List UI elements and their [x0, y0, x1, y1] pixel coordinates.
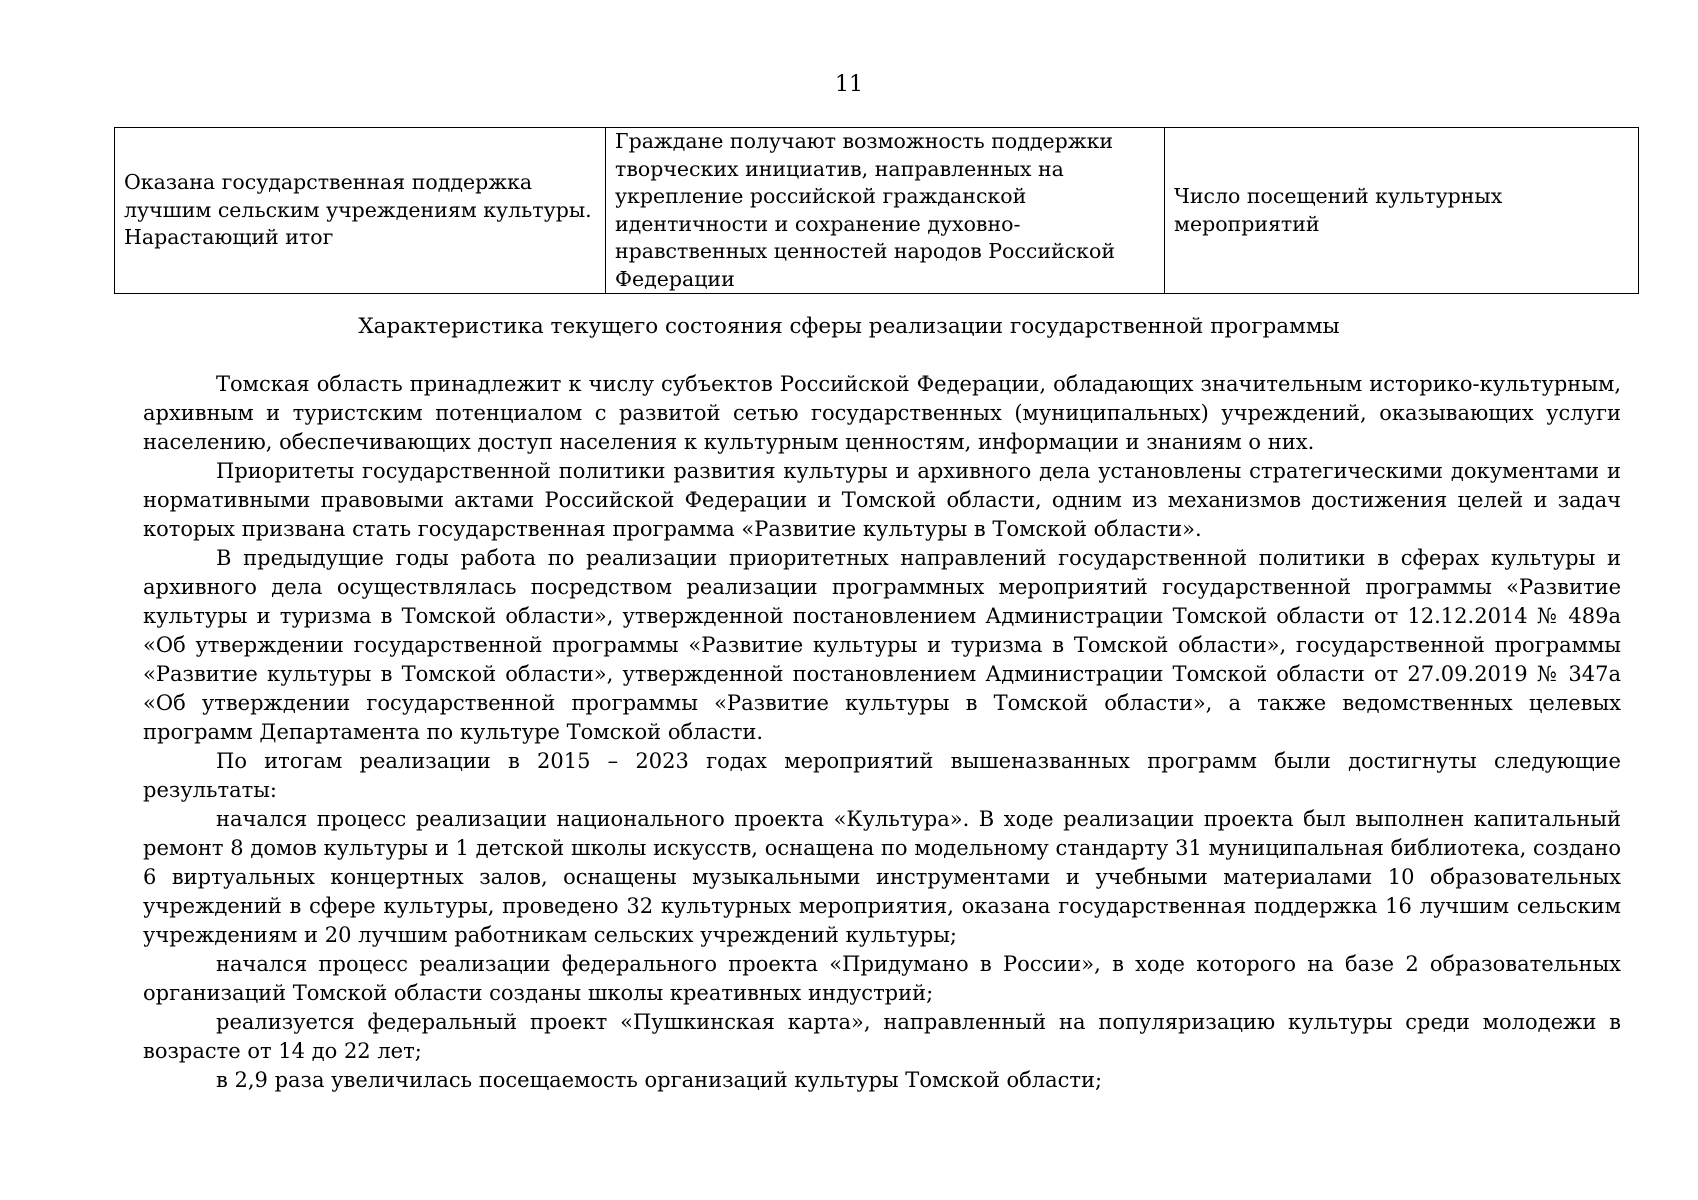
page-number: 11 — [835, 72, 863, 97]
table-cell-result: Оказана государственная поддержка лучшим сельским учреждениям культуры. Нарастающий итог — [115, 128, 606, 294]
section-heading: Характеристика текущего состояния сферы реализации государственной программы — [358, 314, 1340, 339]
paragraph: Томская область принадлежит к числу субъектов Российской Федерации, обладающих значительным историко-культурным, архивным и туристским потенциалом с развитой сетью государственных (муниципальных) учреждений, оказывающих услуги населению, обеспечивающих доступ населения к культурным ценностям, информации и знаниям о них. — [143, 372, 1621, 454]
table-row — [115, 128, 1639, 294]
paragraph: В предыдущие годы работа по реализации приоритетных направлений государственной политики в сферах культуры и архивного дела осуществлялась посредством реализации программных мероприятий государственной программы «Развитие культуры и туризма в Томской области», утвержденной постановлением Администрации Томской области от 12.12.2014 № 489а «Об утверждении государственной программы «Развитие культуры и туризма в Томской области», государственной программы «Развитие культуры в Томской области», утвержденной постановлением Администрации Томской области от 27.09.2019 № 347а «Об утверждении государственной программы «Развитие культуры в Томской области», а также ведомственных целевых программ Департамента по культуре Томской области. — [143, 546, 1621, 744]
table-cell-effect: Граждане получают возможность поддержки творческих инициатив, направленных на укрепление российской гражданской идентичности и сохранение духовно-нравственных ценностей народов Российской Федерации — [606, 128, 1165, 294]
paragraph: реализуется федеральный проект «Пушкинская карта», направленный на популяризацию культуры среди молодежи в возрасте от 14 до 22 лет; — [143, 1010, 1621, 1063]
paragraph: начался процесс реализации национального проекта «Культура». В ходе реализации проекта был выполнен капитальный ремонт 8 домов культуры и 1 детской школы искусств, оснащена по модельному стандарту 31 муниципальная библиотека, создано 6 виртуальных концертных залов, оснащены музыкальными инструментами и учебными материалами 10 образовательных учреждений в сфере культуры, проведено 32 культурных мероприятия, оказана государственная поддержка 16 лучшим сельским учреждениям и 20 лучшим работникам сельских учреждений культуры; — [143, 807, 1621, 947]
body-text — [143, 370, 1621, 1095]
paragraph: По итогам реализации в 2015 – 2023 годах мероприятий вышеназванных программ были достигнуты следующие результаты: — [143, 749, 1621, 802]
paragraph: в 2,9 раза увеличилась посещаемость организаций культуры Томской области; — [216, 1068, 1103, 1092]
table-cell-indicator: Число посещений культурных мероприятий — [1165, 128, 1639, 294]
paragraph: Приоритеты государственной политики развития культуры и архивного дела установлены стратегическими документами и нормативными правовыми актами Российской Федерации и Томской области, одним из механизмов достижения целей и задач которых призвана стать государственная программа «Развитие культуры в Томской области». — [143, 459, 1621, 541]
results-table — [114, 127, 1639, 294]
paragraph: начался процесс реализации федерального проекта «Придумано в России», в ходе которого на базе 2 образовательных организаций Томской области созданы школы креативных индустрий; — [143, 952, 1621, 1005]
